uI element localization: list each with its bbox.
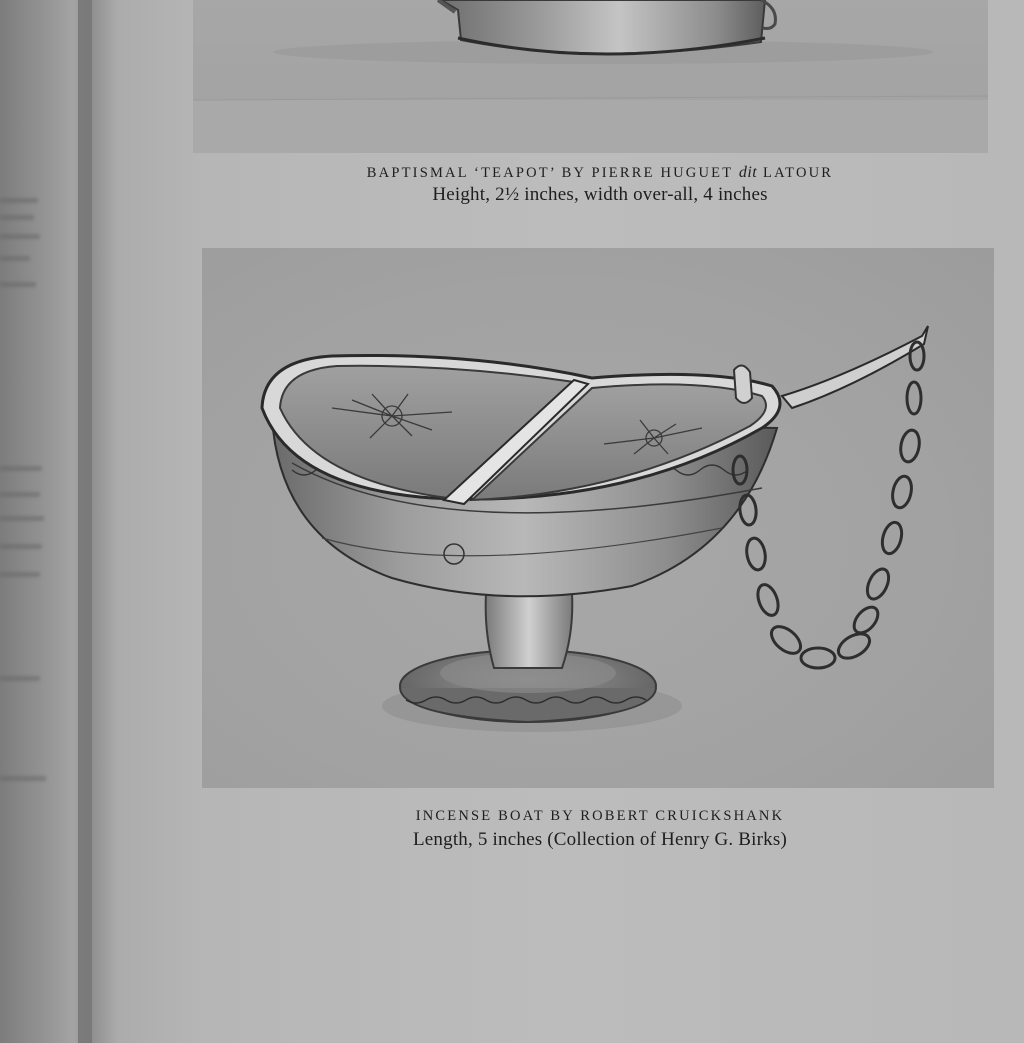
incense-boat-caption-dimensions: Length, 5 inches (Collection of Henry G. Birks) [412,829,788,850]
teapot-caption-title: BAPTISMAL ‘TEAPOT’ BY PIERRE HUGUET dit LATOUR [366,164,834,181]
incense-boat-photo [202,248,994,788]
book-gutter [78,0,118,1043]
incense-boat-image [202,248,994,788]
teapot-caption-dimensions: Height, 2½ inches, width over-all, 4 inches [432,184,768,205]
bleed-through-text [0,198,38,203]
baptismal-teapot-image [193,0,988,153]
teapot-photo [193,0,988,153]
teapot-caption [190,164,1010,206]
incense-boat-caption [190,808,1010,851]
incense-boat-caption-title: INCENSE BOAT BY ROBERT CRUICKSHANK [415,808,785,824]
